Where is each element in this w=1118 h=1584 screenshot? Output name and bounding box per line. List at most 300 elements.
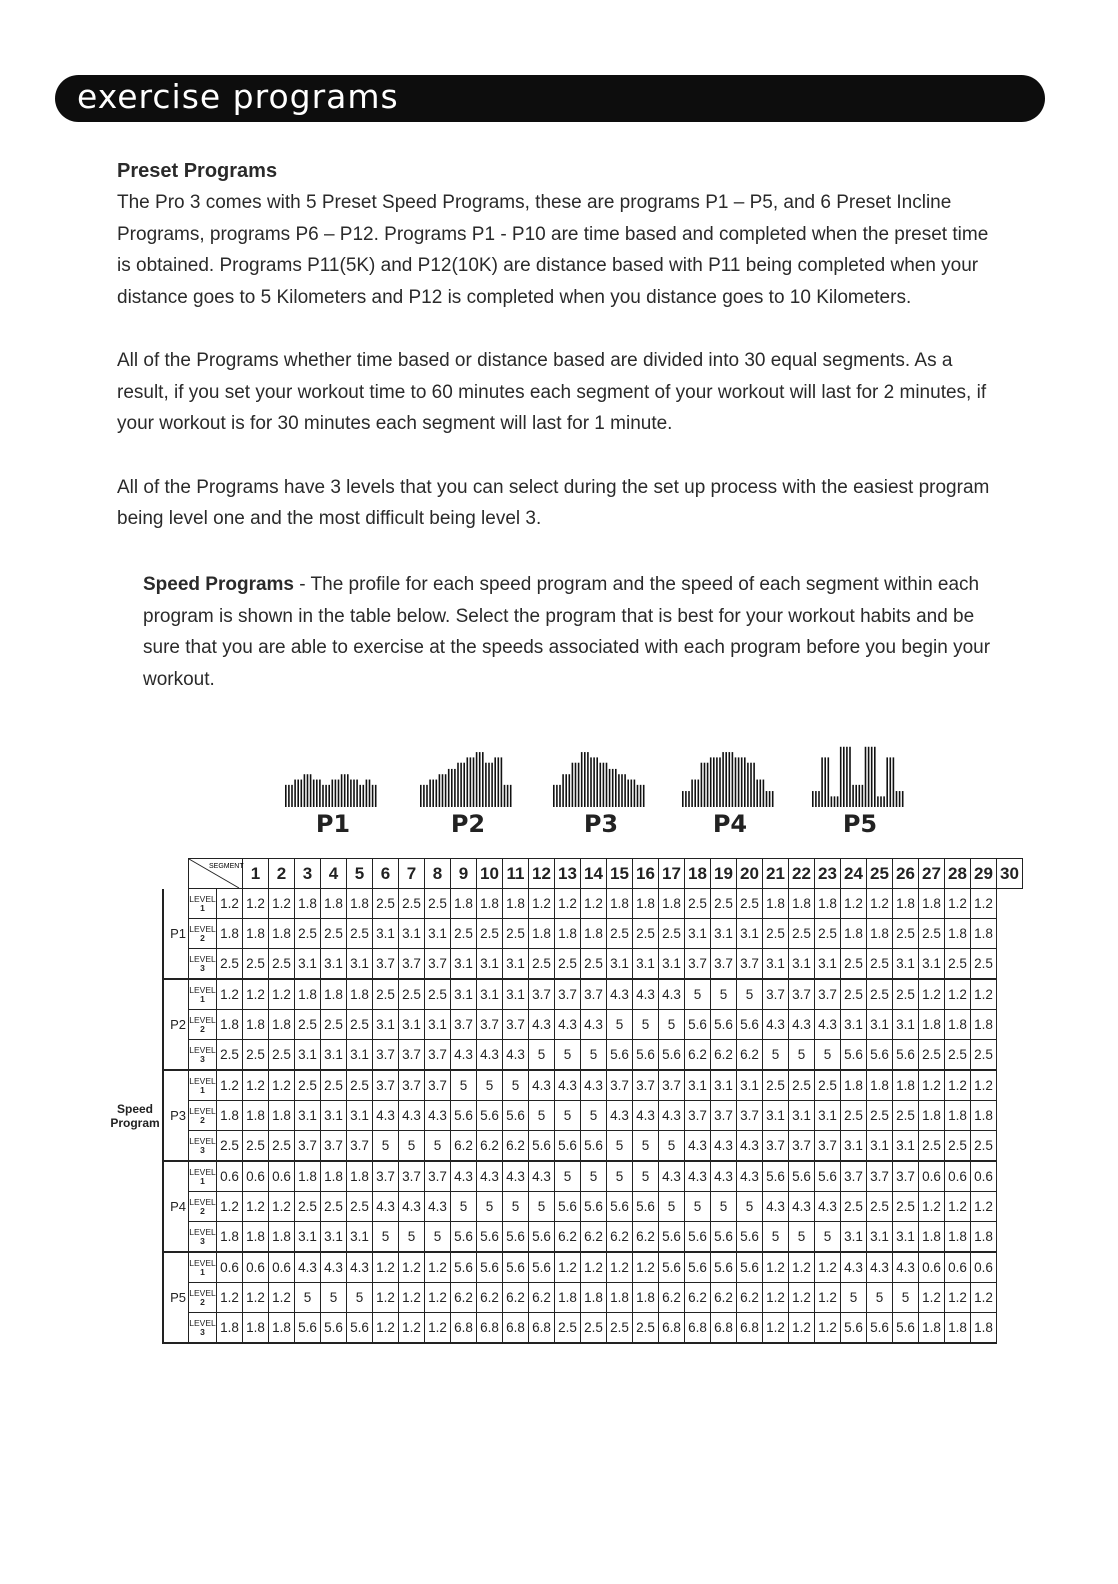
speed-cell: 2.5: [841, 1101, 867, 1131]
profile-bar: [584, 752, 586, 807]
segment-number: 1: [243, 859, 269, 889]
speed-cell: 3.1: [867, 1010, 893, 1040]
profile-bar: [621, 774, 623, 807]
speed-cell: 5.6: [659, 1040, 685, 1071]
level-number: 2: [200, 1023, 205, 1034]
profile-bar: [294, 780, 296, 807]
level-word: LEVEL: [189, 1287, 216, 1298]
speed-cell: 1.2: [269, 1283, 295, 1313]
speed-cell: 2.5: [295, 1070, 321, 1101]
speed-program-label: Speed Program: [108, 889, 163, 1344]
speed-cell: 0.6: [243, 1161, 269, 1192]
speed-cell: 5: [399, 1222, 425, 1253]
speed-cell: 5.6: [737, 1222, 763, 1253]
level-number: 2: [200, 1114, 205, 1125]
speed-cell: 2.5: [529, 949, 555, 980]
speed-cell: 5.6: [633, 1192, 659, 1222]
speed-cell: 5: [763, 1222, 789, 1253]
level-number: 1: [200, 902, 205, 913]
profile-bar: [297, 780, 299, 807]
speed-cell: 3.7: [373, 1070, 399, 1101]
profile-p4-label: P4: [712, 810, 748, 838]
speed-cell: 3.7: [685, 1101, 711, 1131]
segment-number: 12: [529, 859, 555, 889]
table-row: [108, 949, 1023, 980]
profile-bar: [747, 763, 749, 807]
speed-cell: 2.5: [919, 919, 945, 949]
speed-cell: 1.8: [555, 919, 581, 949]
level-label: [189, 1192, 217, 1222]
speed-cell: 4.3: [607, 1101, 633, 1131]
speed-cell: 1.2: [919, 1070, 945, 1101]
header-blank: [108, 859, 163, 889]
speed-cell: 2.5: [607, 1313, 633, 1344]
level-label: [189, 1252, 217, 1283]
speed-cell: 4.3: [503, 1040, 529, 1071]
table-row: [108, 1283, 1023, 1313]
profile-bar: [902, 791, 904, 807]
speed-cell: 1.8: [295, 1161, 321, 1192]
speed-cell: 1.2: [373, 1283, 399, 1313]
speed-cell: 5: [607, 1131, 633, 1162]
header-blank: [163, 859, 189, 889]
speed-cell: 1.8: [867, 919, 893, 949]
speed-cell: 4.3: [815, 1192, 841, 1222]
speed-cell: 1.2: [945, 889, 971, 919]
speed-cell: 5: [659, 1010, 685, 1040]
profile-bar: [682, 791, 684, 807]
level-word: LEVEL: [189, 1014, 216, 1025]
speed-cell: 5.6: [529, 1252, 555, 1283]
speed-cell: 5.6: [841, 1040, 867, 1071]
segment-number: 6: [373, 859, 399, 889]
speed-cell: 3.7: [425, 1040, 451, 1071]
speed-cell: 5.6: [607, 1192, 633, 1222]
profile-bar: [338, 780, 340, 807]
profile-bar: [865, 747, 867, 807]
speed-cell: 4.3: [737, 1131, 763, 1162]
speed-cell: 4.3: [711, 1161, 737, 1192]
speed-cell: 4.3: [425, 1101, 451, 1131]
speed-cell: 3.1: [425, 1010, 451, 1040]
profile-bar: [868, 747, 870, 807]
speed-cell: 1.2: [945, 979, 971, 1010]
speed-cell: 5: [737, 979, 763, 1010]
speed-cell: 1.8: [841, 1070, 867, 1101]
speed-cell: 5: [633, 1131, 659, 1162]
speed-cell: 2.5: [321, 1070, 347, 1101]
level-label: [189, 919, 217, 949]
speed-cell: 4.3: [581, 1010, 607, 1040]
speed-cell: 3.1: [347, 1222, 373, 1253]
profile-bar: [423, 785, 425, 807]
speed-cell: 5.6: [477, 1252, 503, 1283]
speed-cell: 5: [685, 1192, 711, 1222]
speed-cell: 1.8: [217, 1313, 243, 1344]
profile-bar: [350, 780, 352, 807]
level-number: 1: [200, 1175, 205, 1186]
profile-p1-graphic: [283, 735, 383, 810]
speed-cell: 3.1: [893, 1222, 919, 1253]
profile-p5: [810, 735, 910, 840]
profile-bar: [828, 757, 830, 807]
segment-number: 20: [737, 859, 763, 889]
speed-cell: 1.8: [945, 919, 971, 949]
profile-bar: [698, 780, 700, 807]
speed-cell: 3.7: [373, 1040, 399, 1071]
level-word: LEVEL: [189, 1166, 216, 1177]
profile-bar: [753, 763, 755, 807]
speed-cell: 5: [659, 1131, 685, 1162]
speed-cell: 1.8: [841, 919, 867, 949]
speed-cell: 1.2: [971, 979, 997, 1010]
speed-cell: 1.8: [555, 1283, 581, 1313]
speed-cell: 4.3: [373, 1101, 399, 1131]
speed-cell: 5: [581, 1040, 607, 1071]
speed-cell: 5: [607, 1161, 633, 1192]
speed-cell: 3.1: [321, 1222, 347, 1253]
speed-cell: 1.2: [763, 1252, 789, 1283]
level-label: [189, 1161, 217, 1192]
speed-cell: 1.2: [581, 889, 607, 919]
profile-bar: [710, 757, 712, 807]
speed-cell: 1.8: [243, 1101, 269, 1131]
segment-number: 18: [685, 859, 711, 889]
speed-cell: 2.5: [633, 919, 659, 949]
speed-cell: 5: [789, 1222, 815, 1253]
speed-cell: 3.1: [737, 1070, 763, 1101]
profile-bar: [341, 774, 343, 807]
speed-cell: 2.5: [217, 949, 243, 980]
profile-bar: [627, 780, 629, 807]
speed-cell: 5: [399, 1131, 425, 1162]
speed-cell: 2.5: [399, 979, 425, 1010]
level-label: [189, 889, 217, 919]
speed-cell: 5: [633, 1010, 659, 1040]
speed-cell: 3.7: [321, 1131, 347, 1162]
program-profiles: [283, 735, 923, 840]
speed-cell: 3.1: [815, 1101, 841, 1131]
speed-cell: 6.2: [529, 1283, 555, 1313]
speed-cell: 1.8: [295, 889, 321, 919]
profile-bar: [643, 785, 645, 807]
program-label: P3: [163, 1070, 189, 1161]
speed-cell: 5.6: [529, 1131, 555, 1162]
speed-cell: 3.1: [477, 979, 503, 1010]
profile-bar: [772, 791, 774, 807]
speed-cell: 1.2: [373, 1252, 399, 1283]
profile-bar: [735, 757, 737, 807]
profile-bar: [766, 791, 768, 807]
speed-cell: 3.7: [399, 1070, 425, 1101]
speed-cell: 1.2: [945, 1283, 971, 1313]
profile-bar: [429, 780, 431, 807]
speed-cell: 4.3: [789, 1010, 815, 1040]
speed-cell: 2.5: [893, 1101, 919, 1131]
speed-cell: 1.8: [217, 919, 243, 949]
speed-cell: 2.5: [867, 1101, 893, 1131]
speed-cell: 0.6: [217, 1252, 243, 1283]
speed-cell: 4.3: [737, 1161, 763, 1192]
speed-cell: 4.3: [503, 1161, 529, 1192]
profile-bar: [855, 785, 857, 807]
speed-cell: 1.2: [789, 1283, 815, 1313]
speed-cell: 3.1: [789, 1101, 815, 1131]
speed-cell: 3.7: [425, 949, 451, 980]
speed-cell: 3.7: [867, 1161, 893, 1192]
speed-programs-text: - The profile for each speed program and the speed of each segment within each program is shown in the table below. Select the program that is best for your workout habits and be sure that you are able to exercise at the speeds associated with each program before you begin your workout.: [143, 574, 991, 690]
profile-bar: [615, 769, 617, 807]
speed-cell: 5.6: [737, 1010, 763, 1040]
profile-bar: [818, 791, 820, 807]
speed-cell: 1.2: [373, 1313, 399, 1344]
speed-cell: 0.6: [945, 1252, 971, 1283]
profile-bar: [843, 747, 845, 807]
speed-cell: 3.1: [399, 1010, 425, 1040]
profile-bar: [301, 780, 303, 807]
profile-bar: [285, 785, 287, 807]
segment-number: 8: [425, 859, 451, 889]
speed-cell: 6.2: [737, 1283, 763, 1313]
speed-cell: 3.1: [295, 1222, 321, 1253]
profile-bar: [470, 757, 472, 807]
table-row: [108, 1252, 1023, 1283]
speed-cell: 0.6: [971, 1252, 997, 1283]
speed-cell: 5.6: [893, 1313, 919, 1344]
speed-cell: 3.7: [841, 1161, 867, 1192]
profile-bar: [347, 774, 349, 807]
speed-cell: 5.6: [451, 1101, 477, 1131]
speed-cell: 3.7: [893, 1161, 919, 1192]
profile-bar: [837, 796, 839, 807]
profile-bar: [886, 757, 888, 807]
speed-cell: 1.8: [893, 1070, 919, 1101]
speed-cell: 4.3: [295, 1252, 321, 1283]
speed-cell: 5.6: [451, 1252, 477, 1283]
speed-cell: 3.1: [477, 949, 503, 980]
segment-number: 7: [399, 859, 425, 889]
speed-cell: 1.2: [919, 1283, 945, 1313]
profile-bar: [741, 757, 743, 807]
speed-cell: 3.7: [503, 1010, 529, 1040]
speed-cell: 2.5: [919, 1040, 945, 1071]
speed-cell: 3.1: [841, 1010, 867, 1040]
speed-cell: 1.2: [399, 1313, 425, 1344]
speed-cell: 5.6: [477, 1101, 503, 1131]
profile-bar: [691, 780, 693, 807]
speed-cell: 2.5: [867, 949, 893, 980]
speed-cell: 4.3: [867, 1252, 893, 1283]
speed-cell: 1.8: [269, 1313, 295, 1344]
speed-cell: 4.3: [711, 1131, 737, 1162]
segment-number: 24: [841, 859, 867, 889]
speed-cell: 2.5: [971, 949, 997, 980]
speed-cell: 1.2: [269, 1192, 295, 1222]
speed-cell: 1.8: [919, 1101, 945, 1131]
speed-cell: 3.7: [399, 949, 425, 980]
speed-cell: 3.7: [737, 1101, 763, 1131]
profile-bar: [624, 774, 626, 807]
speed-cell: 4.3: [555, 1010, 581, 1040]
profile-bar: [763, 780, 765, 807]
segment-header-row: [108, 859, 1023, 889]
speed-cell: 1.8: [971, 1101, 997, 1131]
segment-number: 10: [477, 859, 503, 889]
profile-bar: [316, 780, 318, 807]
profile-bar: [432, 780, 434, 807]
speed-cell: 1.2: [815, 1283, 841, 1313]
profile-bar: [359, 785, 361, 807]
speed-cell: 5: [607, 1010, 633, 1040]
profile-bar: [603, 763, 605, 807]
speed-cell: 5.6: [685, 1252, 711, 1283]
speed-cell: 5: [633, 1161, 659, 1192]
speed-cell: 3.7: [763, 979, 789, 1010]
speed-cell: 3.1: [295, 1040, 321, 1071]
speed-cell: 5: [425, 1131, 451, 1162]
profile-bar: [609, 769, 611, 807]
speed-cell: 5.6: [893, 1040, 919, 1071]
profile-bar: [476, 752, 478, 807]
speed-cell: 1.2: [789, 1313, 815, 1344]
speed-cell: 4.3: [555, 1070, 581, 1101]
speed-cell: 1.8: [971, 919, 997, 949]
speed-cell: 3.7: [711, 1101, 737, 1131]
profile-bar: [420, 785, 422, 807]
speed-cell: 2.5: [321, 919, 347, 949]
speed-cell: 2.5: [737, 889, 763, 919]
speed-cell: 5.6: [607, 1040, 633, 1071]
speed-cell: 6.2: [607, 1222, 633, 1253]
speed-cell: 5.6: [867, 1313, 893, 1344]
speed-cell: 3.7: [373, 949, 399, 980]
speed-cell: 2.5: [347, 1192, 373, 1222]
speed-cell: 4.3: [477, 1040, 503, 1071]
intro-paragraph-2: All of the Programs whether time based or distance based are divided into 30 equal segments. As a result, if you set your workout time to 60 minutes each segment of your workout will last for 2 minutes, if your workout is for 30 minutes each segment will last for 1 minute.: [117, 350, 987, 434]
level-word: LEVEL: [189, 923, 216, 934]
speed-cell: 4.3: [451, 1161, 477, 1192]
speed-cell: 1.8: [347, 1161, 373, 1192]
speed-cell: 1.2: [633, 1252, 659, 1283]
profile-bar: [840, 747, 842, 807]
speed-cell: 6.8: [529, 1313, 555, 1344]
speed-cell: 5: [815, 1222, 841, 1253]
profile-bar: [485, 763, 487, 807]
speed-cell: 0.6: [919, 1161, 945, 1192]
section-banner: [55, 75, 1045, 122]
profile-bar: [439, 774, 441, 807]
segment-number: 26: [893, 859, 919, 889]
speed-cell: 2.5: [243, 949, 269, 980]
level-number: 1: [200, 1266, 205, 1277]
speed-cell: 6.8: [477, 1313, 503, 1344]
profile-bar: [612, 769, 614, 807]
profile-bar: [353, 780, 355, 807]
speed-cell: 2.5: [321, 1010, 347, 1040]
profile-bar: [874, 747, 876, 807]
speed-cell: 1.2: [217, 1070, 243, 1101]
speed-cell: 2.5: [425, 889, 451, 919]
table-row: [108, 1131, 1023, 1162]
speed-cell: 1.8: [945, 1222, 971, 1253]
speed-cell: 3.7: [373, 1161, 399, 1192]
speed-cell: 1.2: [971, 1192, 997, 1222]
level-label: [189, 949, 217, 980]
speed-cell: 3.1: [789, 949, 815, 980]
speed-cell: 2.5: [659, 919, 685, 949]
profile-bar: [332, 780, 334, 807]
speed-cell: 6.2: [711, 1040, 737, 1071]
section-title: exercise programs: [77, 77, 399, 116]
profile-bar: [729, 752, 731, 807]
table-row: [108, 1101, 1023, 1131]
speed-cell: 2.5: [893, 1192, 919, 1222]
speed-cell: 3.1: [347, 1040, 373, 1071]
level-number: 2: [200, 1296, 205, 1307]
speed-cell: 5: [451, 1192, 477, 1222]
speed-cell: 1.8: [269, 1101, 295, 1131]
profile-bar: [760, 780, 762, 807]
profile-bar: [738, 757, 740, 807]
speed-cell: 5.6: [659, 1252, 685, 1283]
speed-cell: 6.2: [685, 1283, 711, 1313]
speed-cell: 2.5: [945, 1040, 971, 1071]
speed-cell: 5.6: [503, 1101, 529, 1131]
level-word: LEVEL: [189, 984, 216, 995]
speed-cell: 2.5: [269, 1131, 295, 1162]
intro-paragraph-1: The Pro 3 comes with 5 Preset Speed Programs, these are programs P1 – P5, and 6 Preset Incline Programs, programs P6 – P12. Programs P1 - P10 are time based and completed when the preset time is obtained. Programs P11(5K) and P12(10K) are distance based with P11 being completed when your distance goes to 5 Kilometers and P12 is completed when you distance goes to 10 Kilometers.: [117, 192, 989, 308]
profile-p2-label: P2: [450, 810, 486, 838]
speed-cell: 5: [789, 1040, 815, 1071]
speed-cell: 6.8: [451, 1313, 477, 1344]
speed-cell: 1.8: [321, 979, 347, 1010]
speed-cell: 3.1: [451, 949, 477, 980]
level-label: [189, 1040, 217, 1071]
profile-bar: [722, 752, 724, 807]
speed-cell: 3.1: [711, 919, 737, 949]
speed-cell: 5: [477, 1070, 503, 1101]
speed-cell: 5: [555, 1040, 581, 1071]
speed-cell: 1.2: [971, 1283, 997, 1313]
speed-cell: 3.7: [581, 979, 607, 1010]
speed-cell: 5.6: [685, 1010, 711, 1040]
table-row: [108, 979, 1023, 1010]
speed-cell: 3.7: [685, 949, 711, 980]
speed-cell: 5: [477, 1192, 503, 1222]
speed-cell: 0.6: [971, 1161, 997, 1192]
profile-bar: [445, 774, 447, 807]
speed-cell: 3.1: [321, 1040, 347, 1071]
speed-cell: 2.5: [555, 949, 581, 980]
speed-cell: 6.2: [711, 1283, 737, 1313]
level-label: [189, 1070, 217, 1101]
speed-cell: 3.7: [737, 949, 763, 980]
profile-bar: [454, 769, 456, 807]
speed-cell: 1.8: [217, 1101, 243, 1131]
profile-bar: [600, 763, 602, 807]
profile-bar: [893, 757, 895, 807]
speed-cell: 0.6: [919, 1252, 945, 1283]
speed-cell: 5: [867, 1283, 893, 1313]
profile-p1-label: P1: [315, 810, 351, 838]
profile-bar: [581, 752, 583, 807]
speed-cell: 5.6: [321, 1313, 347, 1344]
speed-cell: 1.2: [217, 1192, 243, 1222]
speed-program-table: [108, 858, 1023, 1344]
speed-cell: 2.5: [581, 949, 607, 980]
speed-cell: 5: [685, 979, 711, 1010]
profile-bar: [713, 757, 715, 807]
